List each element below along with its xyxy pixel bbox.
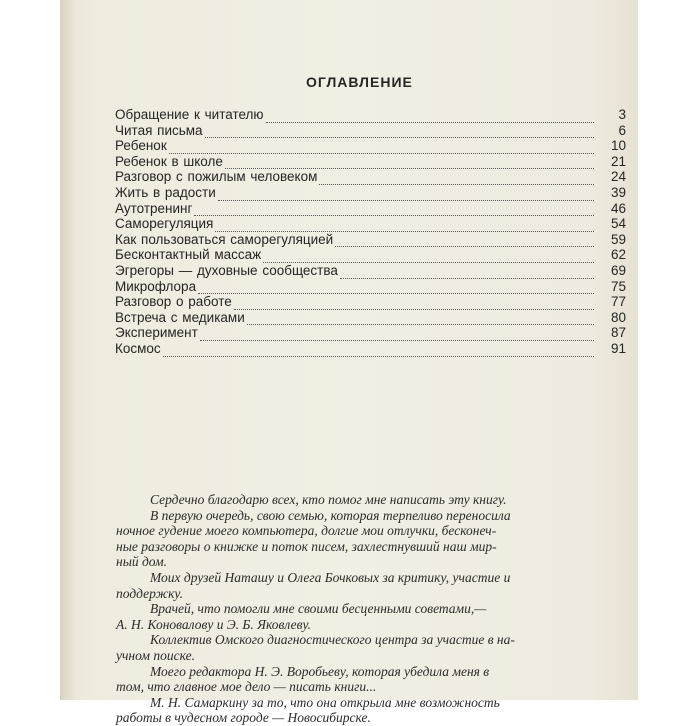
toc-entry-page: 80 bbox=[610, 309, 626, 325]
toc-entry-title: Обращение к читателю bbox=[115, 107, 264, 122]
toc-entry-page: 77 bbox=[610, 294, 626, 310]
acknowledgement-line: работы в чудесном городе — Новосибирске. bbox=[116, 710, 371, 726]
toc-entry-title: Разговор о работе bbox=[115, 294, 232, 310]
toc-entry bbox=[115, 294, 626, 310]
acknowledgement-line: том, что главное мое дело — писать книги... bbox=[116, 679, 377, 695]
toc-entry-page: 54 bbox=[610, 216, 626, 232]
acknowledgement-line: Моего редактора Н. Э. Воробьеву, которая убедила меня в bbox=[150, 663, 490, 679]
acknowledgement-line: А. Н. Коновалову и Э. Б. Яковлеву. bbox=[116, 616, 311, 632]
toc-entry-page: 39 bbox=[610, 184, 626, 200]
toc-entry bbox=[115, 216, 626, 232]
toc-entry-title: Бесконтактный массаж bbox=[115, 247, 262, 263]
toc-entry-title: Саморегуляция bbox=[115, 216, 214, 232]
toc-entry-title: Как пользоваться саморегуляцией bbox=[115, 231, 334, 247]
toc-entry bbox=[115, 201, 626, 217]
toc-entry-page: 91 bbox=[610, 340, 626, 356]
toc-entry bbox=[115, 154, 626, 170]
acknowledgement-line: М. Н. Самаркину за то, что она открыла мне возможность bbox=[150, 694, 500, 710]
toc-entry bbox=[115, 341, 626, 357]
toc-entry-page: 69 bbox=[610, 262, 626, 278]
toc-entry-title: Микрофлора bbox=[115, 278, 197, 294]
toc-entry-page: 21 bbox=[610, 153, 626, 169]
toc-entry-page: 3 bbox=[618, 107, 626, 122]
toc-entry bbox=[115, 279, 626, 295]
toc-entry-page: 6 bbox=[618, 122, 626, 138]
toc-entry-title: Ребенок bbox=[115, 138, 167, 154]
toc-entry-page: 62 bbox=[610, 247, 626, 263]
toc-entry bbox=[115, 123, 626, 139]
toc-entry-page: 59 bbox=[610, 231, 626, 247]
table-of-contents bbox=[115, 107, 626, 357]
toc-entry-page: 75 bbox=[610, 278, 626, 294]
toc-entry-page: 46 bbox=[610, 200, 626, 216]
toc-entry-page: 10 bbox=[610, 138, 626, 154]
acknowledgement-line: Коллектив Омского диагностического центра за участие в на- bbox=[150, 632, 515, 648]
toc-entry-title: Космос bbox=[115, 340, 161, 356]
toc-entry bbox=[115, 107, 626, 123]
toc-heading: ОГЛАВЛЕНИЕ bbox=[306, 74, 413, 90]
toc-entry bbox=[115, 169, 626, 185]
acknowledgement-line: Сердечно благодарю всех, кто помог мне написать эту книгу. bbox=[150, 492, 507, 507]
toc-entry bbox=[115, 263, 626, 279]
acknowledgements-section bbox=[116, 492, 636, 726]
acknowledgement-line: ный дом. bbox=[116, 554, 168, 570]
toc-entry-title: Эгрегоры — духовные сообщества bbox=[115, 262, 338, 278]
acknowledgement-line: учном поиске. bbox=[116, 647, 195, 663]
toc-entry bbox=[115, 325, 626, 341]
toc-entry bbox=[115, 232, 626, 248]
page-binding-shadow bbox=[60, 0, 76, 700]
toc-entry-title: Жить в радости bbox=[115, 184, 216, 200]
toc-entry bbox=[115, 138, 626, 154]
acknowledgement-line: поддержку. bbox=[116, 585, 183, 601]
acknowledgement-line: ные разговоры о книжке и поток писем, захлестнувший наш мир- bbox=[116, 538, 497, 554]
toc-dot-leader bbox=[163, 352, 594, 357]
acknowledgement-line: В первую очередь, свою семью, которая терпеливо переносила bbox=[150, 507, 511, 523]
acknowledgement-line: ночное гудение моего компьютера, долгие мои отлучки, бесконеч- bbox=[116, 523, 497, 539]
toc-entry-title: Читая письма bbox=[115, 122, 203, 138]
toc-entry bbox=[115, 247, 626, 263]
toc-entry-title: Разговор с пожилым человеком bbox=[115, 169, 318, 185]
toc-entry bbox=[115, 310, 626, 326]
toc-entry-title: Аутотренинг bbox=[115, 200, 193, 216]
acknowledgement-line: Моих друзей Наташу и Олега Бочковых за критику, участие и bbox=[150, 569, 511, 585]
toc-entry-title: Ребенок в школе bbox=[115, 153, 223, 169]
toc-entry bbox=[115, 185, 626, 201]
toc-entry-title: Эксперимент bbox=[115, 325, 198, 341]
toc-entry-title: Встреча с медиками bbox=[115, 309, 245, 325]
toc-entry-page: 87 bbox=[610, 325, 626, 341]
acknowledgement-line: Врачей, что помогли мне своими бесценными советами,— bbox=[150, 601, 487, 617]
toc-entry-page: 24 bbox=[610, 169, 626, 185]
